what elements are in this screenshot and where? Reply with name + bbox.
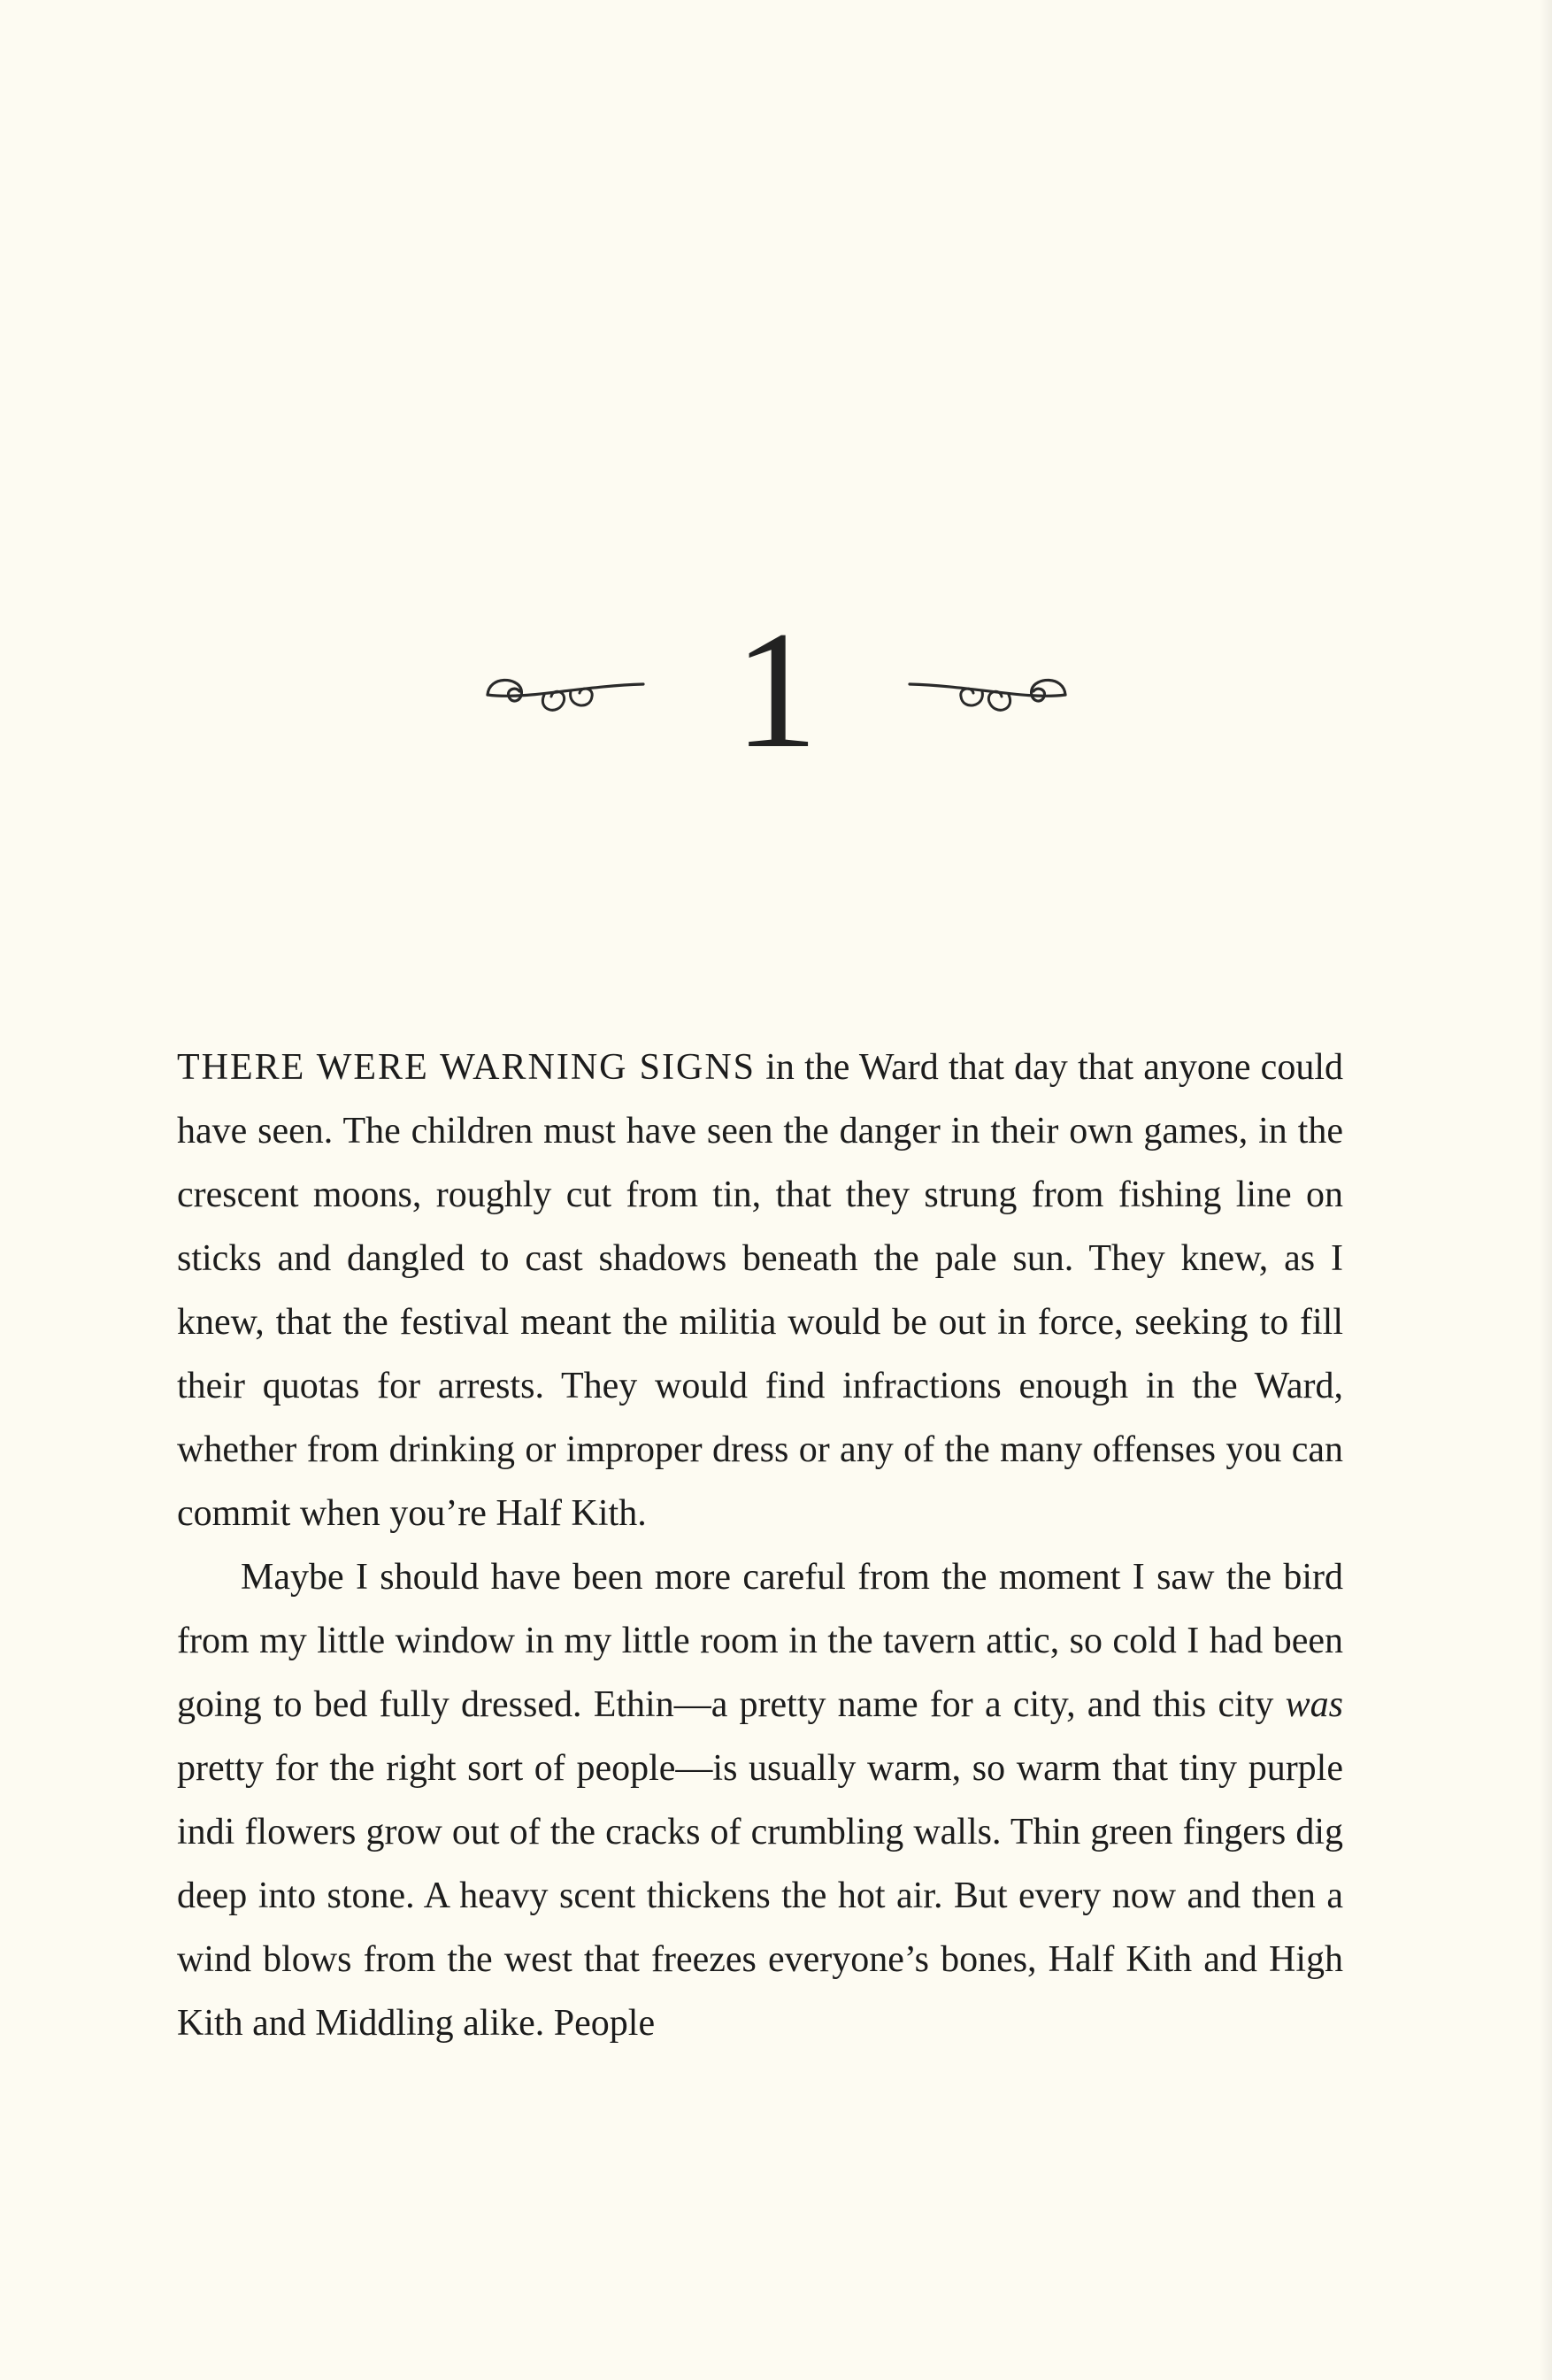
chapter-body — [177, 1036, 1343, 2055]
paragraph-1-text: in the Ward that day that anyone could have seen. The children must have seen the danger in their own games, in the crescent moons, roughly cut from tin, that they strung from fishing line on sticks and dangled to cast shadows beneath the pale sun. They knew, as I knew, that the festival meant the militia would be out in force, seeking to fill their quotas for arrests. They would find infractions enough in the Ward, whether from drinking or improper dress or any of the many offenses you can commit when you’re Half Kith. — [177, 1047, 1343, 1534]
paragraph-1 — [177, 1036, 1343, 1545]
paragraph-2-text-start: Maybe I should have been more careful from the moment I saw the bird from my little window in my little room in the tavern attic, so cold I had been going to bed fully dressed. Ethin—a pretty name for a city, and this city — [177, 1557, 1343, 1725]
page-edge-shadow — [1540, 0, 1552, 2380]
paragraph-2 — [177, 1545, 1343, 2055]
chapter-heading — [0, 597, 1552, 783]
paragraph-2-text-end: pretty for the right sort of people—is usually warm, so warm that tiny purple indi flowers grow out of the cracks of crumbling walls. Thin green fingers dig deep into stone. A heavy scent thickens the hot air. But every now and then a wind blows from the west that freezes everyone’s bones, Half Kith and High Kith and Middling alike. People — [177, 1748, 1343, 2044]
right-flourish-icon — [903, 659, 1071, 721]
emphasis-word: was — [1285, 1684, 1343, 1725]
chapter-number: 1 — [734, 597, 818, 783]
paragraph-lead-in: THERE WERE WARNING SIGNS — [177, 1047, 757, 1088]
left-flourish-icon — [482, 659, 650, 721]
